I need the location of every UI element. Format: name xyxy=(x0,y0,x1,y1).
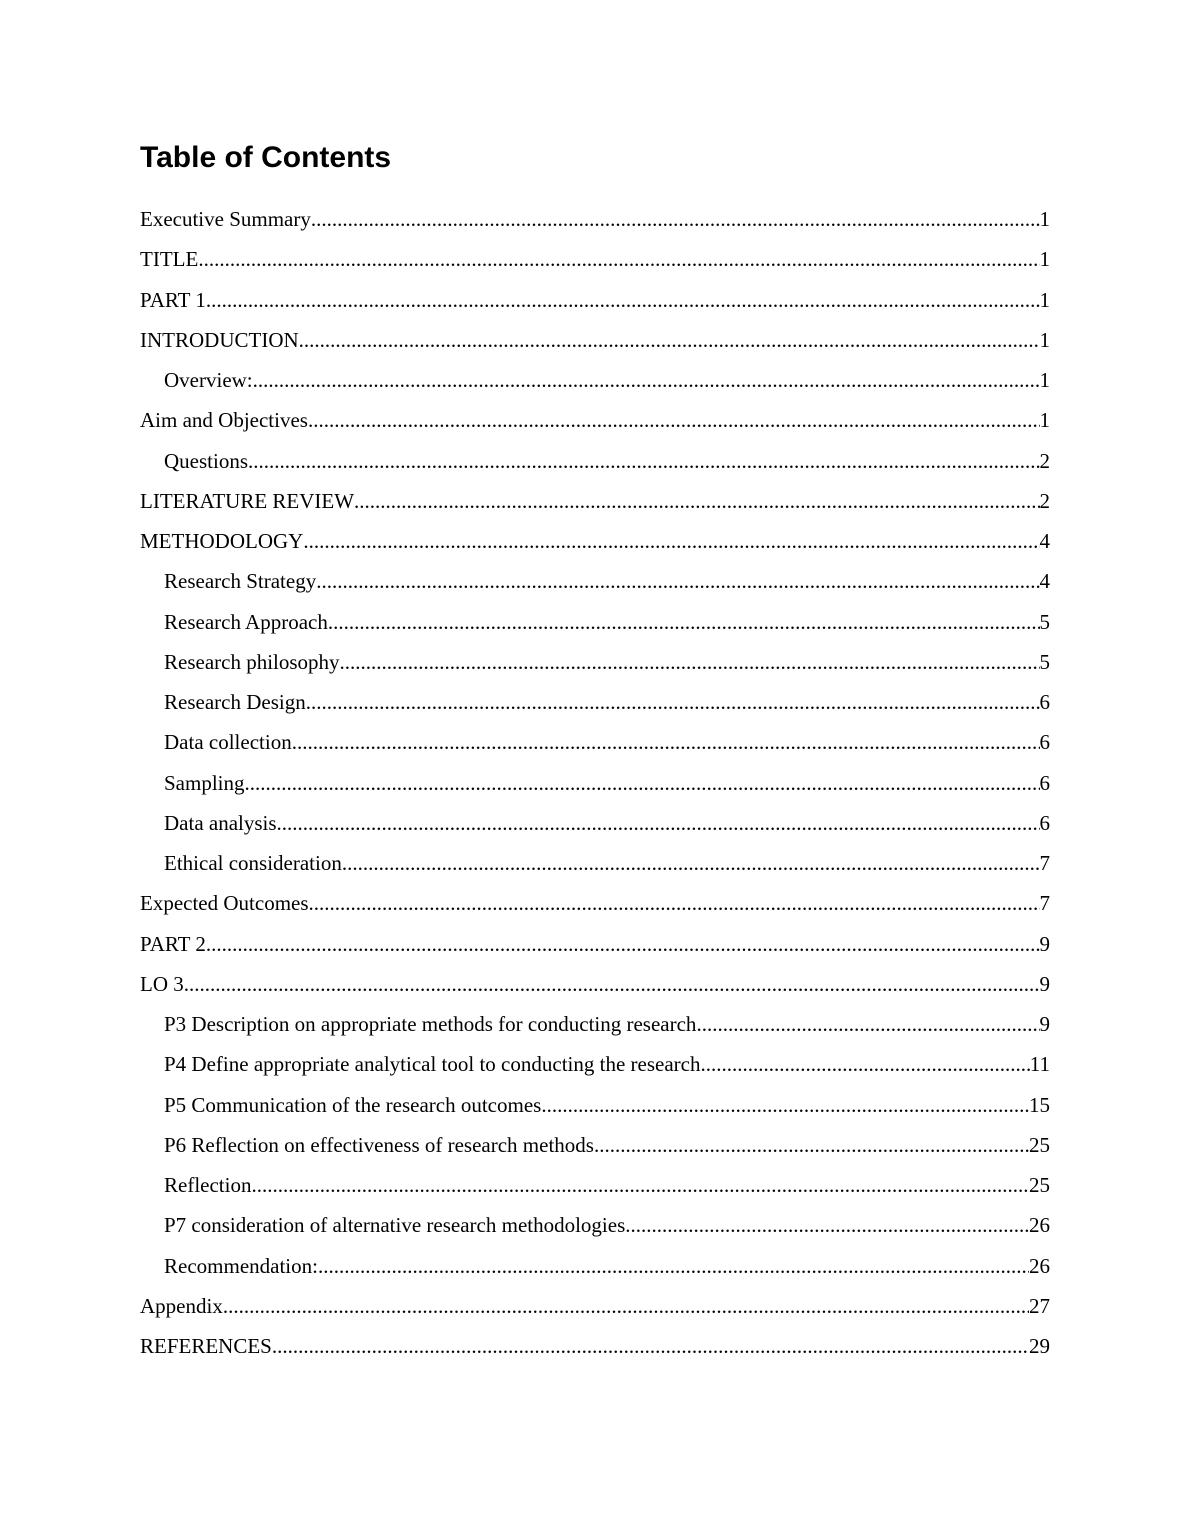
toc-dot-leader xyxy=(696,1004,1039,1044)
toc-entry[interactable] xyxy=(140,239,1050,279)
toc-dot-leader xyxy=(248,441,1040,481)
toc-page-number: 4 xyxy=(1039,529,1050,553)
toc-entry[interactable] xyxy=(140,1165,1050,1205)
toc-entry-text: Research Approach xyxy=(164,609,328,634)
toc-entry[interactable] xyxy=(140,883,1050,923)
toc-entry[interactable] xyxy=(140,199,1050,239)
toc-dot-leader xyxy=(292,722,1040,762)
toc-entry[interactable] xyxy=(140,602,1050,642)
toc-page-number: 1 xyxy=(1039,408,1050,433)
toc-page-number: 4 xyxy=(1039,569,1050,594)
toc-page-number: 1 xyxy=(1039,368,1050,392)
toc-entry[interactable] xyxy=(140,843,1050,883)
toc-dot-leader xyxy=(206,924,1040,964)
toc-entry[interactable] xyxy=(140,1286,1050,1326)
toc-entry[interactable] xyxy=(140,1326,1050,1366)
toc-list xyxy=(140,199,1050,1366)
toc-entry[interactable] xyxy=(140,1044,1050,1084)
toc-entry-text: P6 Reflection on effectiveness of research methods. xyxy=(164,1132,600,1157)
toc-dot-leader xyxy=(245,763,1040,803)
toc-page-number: 9 xyxy=(1039,971,1050,996)
toc-page-number: 29 xyxy=(1029,1334,1050,1358)
toc-page-number: 26 xyxy=(1029,1253,1050,1278)
toc-page-number: 7 xyxy=(1039,851,1050,875)
toc-dot-leader xyxy=(328,602,1040,642)
toc-page-number: 9 xyxy=(1039,931,1050,956)
toc-page-number: 7 xyxy=(1039,891,1050,916)
toc-dot-leader xyxy=(299,320,1040,360)
toc-title: Table of Contents xyxy=(140,141,392,174)
toc-entry-text: TITLE xyxy=(140,247,199,272)
toc-entry-text: METHODOLOGY xyxy=(140,529,304,553)
toc-entry-text: PART 1 xyxy=(140,287,206,312)
toc-page-number: 1 xyxy=(1039,247,1050,272)
toc-page-number: 27 xyxy=(1029,1293,1050,1318)
toc-page-number: 2 xyxy=(1039,448,1050,473)
toc-page-number: 15 xyxy=(1029,1092,1050,1117)
toc-entry[interactable] xyxy=(140,1205,1050,1245)
toc-entry[interactable] xyxy=(140,400,1050,440)
toc-dot-leader xyxy=(631,1205,1029,1245)
toc-entry[interactable] xyxy=(140,1004,1050,1044)
toc-dot-leader xyxy=(309,883,1040,923)
toc-entry-text: P5 Communication of the research outcomes. xyxy=(164,1092,547,1117)
toc-page-number: 1 xyxy=(1039,207,1050,231)
toc-dot-leader xyxy=(253,360,1040,400)
toc-entry[interactable] xyxy=(140,561,1050,601)
toc-entry-text: Expected Outcomes xyxy=(140,891,309,916)
toc-page-number: 1 xyxy=(1039,327,1050,352)
toc-entry-text: INTRODUCTION xyxy=(140,327,299,352)
toc-dot-leader xyxy=(318,1246,1029,1286)
toc-entry-text: LO 3 xyxy=(140,971,184,996)
toc-entry[interactable] xyxy=(140,441,1050,481)
toc-dot-leader xyxy=(706,1044,1030,1084)
toc-dot-leader xyxy=(223,1286,1029,1326)
toc-entry-text: Questions xyxy=(164,448,248,473)
toc-entry-text: Ethical consideration xyxy=(164,851,342,875)
toc-entry[interactable] xyxy=(140,280,1050,320)
toc-dot-leader xyxy=(599,1125,1029,1165)
toc-entry[interactable] xyxy=(140,481,1050,521)
toc-entry[interactable] xyxy=(140,924,1050,964)
toc-entry-text: P3 Description on appropriate methods for conducting research xyxy=(164,1012,697,1036)
toc-entry[interactable] xyxy=(140,521,1050,561)
toc-entry[interactable] xyxy=(140,803,1050,843)
toc-entry-text: LITERATURE REVIEW xyxy=(140,488,355,513)
toc-entry-text: P7 consideration of alternative research methodologies. xyxy=(164,1213,631,1238)
toc-page-number: 1 xyxy=(1039,287,1050,312)
toc-dot-leader xyxy=(303,521,1039,561)
toc-entry[interactable] xyxy=(140,1246,1050,1286)
toc-dot-leader xyxy=(198,239,1039,279)
toc-entry-text: Aim and Objectives xyxy=(140,408,308,433)
toc-page-number: 26 xyxy=(1029,1213,1050,1238)
toc-entry[interactable] xyxy=(140,964,1050,1004)
toc-entry[interactable] xyxy=(140,682,1050,722)
toc-dot-leader xyxy=(342,843,1040,883)
toc-entry-text: Reflection xyxy=(164,1173,252,1197)
toc-dot-leader xyxy=(340,642,1040,682)
toc-entry-text: Data collection xyxy=(164,730,292,755)
toc-page-number: 6 xyxy=(1039,810,1050,835)
toc-dot-leader xyxy=(311,199,1040,239)
toc-entry-text: Appendix xyxy=(140,1293,223,1318)
toc-page-number: 5 xyxy=(1039,609,1050,634)
toc-entry-text: Research Design xyxy=(164,690,306,714)
toc-entry[interactable] xyxy=(140,722,1050,762)
toc-entry-text: Research Strategy xyxy=(164,569,317,594)
toc-dot-leader xyxy=(272,1326,1029,1366)
toc-entry-text: PART 2 xyxy=(140,931,206,956)
toc-page-number: 6 xyxy=(1039,730,1050,755)
toc-dot-leader xyxy=(547,1085,1029,1125)
toc-page-number: 25 xyxy=(1029,1173,1050,1197)
toc-entry[interactable] xyxy=(140,1085,1050,1125)
toc-dot-leader xyxy=(277,803,1040,843)
toc-entry-text: Research philosophy xyxy=(164,649,340,674)
toc-entry[interactable] xyxy=(140,320,1050,360)
toc-entry-text: Recommendation: xyxy=(164,1253,318,1278)
toc-entry-text: Executive Summary xyxy=(140,207,311,231)
toc-dot-leader xyxy=(184,964,1040,1004)
toc-entry-text: Data analysis xyxy=(164,810,277,835)
toc-entry-text: P4 Define appropriate analytical tool to conducting the research. xyxy=(164,1052,706,1077)
toc-dot-leader xyxy=(206,280,1040,320)
toc-entry[interactable] xyxy=(140,642,1050,682)
toc-entry-text: Overview: xyxy=(164,368,253,392)
toc-page-number: 2 xyxy=(1039,488,1050,513)
toc-page-number: 6 xyxy=(1039,690,1050,714)
toc-entry-text: Sampling xyxy=(164,770,245,795)
toc-dot-leader xyxy=(251,1165,1029,1205)
toc-page-number: 5 xyxy=(1039,649,1050,674)
toc-dot-leader xyxy=(354,481,1039,521)
toc-page-number: 6 xyxy=(1039,770,1050,795)
toc-entry[interactable] xyxy=(140,1125,1050,1165)
toc-dot-leader xyxy=(308,400,1040,440)
toc-entry-text: REFERENCES xyxy=(140,1334,272,1358)
toc-dot-leader xyxy=(306,682,1040,722)
toc-dot-leader xyxy=(316,561,1039,601)
toc-page-number: 9 xyxy=(1039,1012,1050,1036)
toc-entry[interactable] xyxy=(140,360,1050,400)
toc-page-number: 25 xyxy=(1029,1132,1050,1157)
toc-entry[interactable] xyxy=(140,763,1050,803)
toc-page-number: 11 xyxy=(1029,1052,1050,1077)
